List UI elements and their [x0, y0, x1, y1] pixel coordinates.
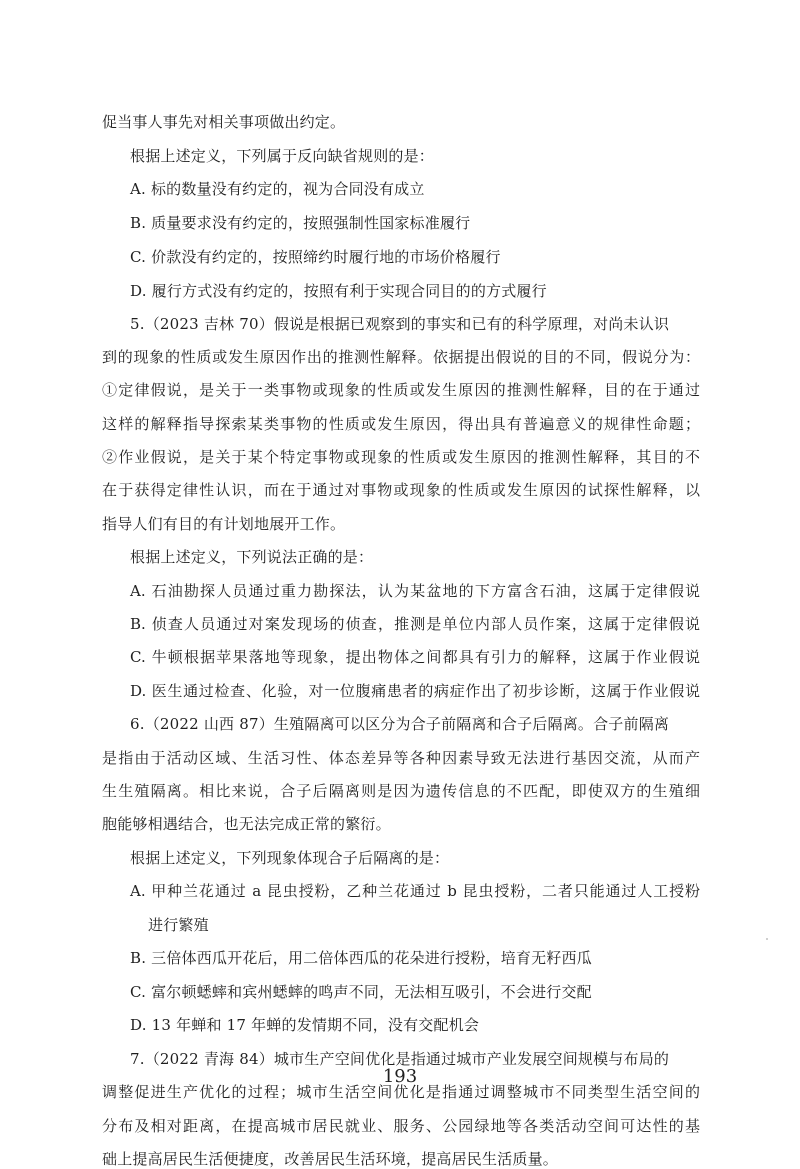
question-7-line: 础上提高居民生活便捷度，改善居民生活环境，提高居民生活质量。: [102, 1150, 559, 1168]
option-a-continued: 进行繁殖: [148, 916, 209, 934]
question-6-line: 6.（2022 山西 87）生殖隔离可以区分为合子前隔离和合子后隔离。合子前隔离: [130, 715, 670, 733]
question-7-line: 调整促进生产优化的过程；城市生活空间优化是指通过调整城市不同类型生活空间的: [102, 1083, 700, 1101]
question-5-line: 指导人们有目的有计划地展开工作。: [102, 515, 346, 533]
option-b: B. 侦查人员通过对案发现场的侦查，推测是单位内部人员作案，这属于定律假说: [130, 615, 700, 633]
question-6-line: 生生殖隔离。相比来说，合子后隔离则是因为遗传信息的不匹配，即使双方的生殖细: [102, 782, 700, 800]
option-c: C. 富尔顿蟋蟀和宾州蟋蟀的鸣声不同，无法相互吸引，不会进行交配: [130, 983, 592, 1001]
question-5-line: ②作业假说，是关于某个特定事物或现象的性质或发生原因的推测性解释，其目的不: [102, 448, 700, 466]
question-5-line: ①定律假说，是关于一类事物或现象的性质或发生原因的推测性解释，目的在于通过: [102, 381, 700, 399]
question-7-line: 7.（2022 青海 84）城市生产空间优化是指通过城市产业发展空间规模与布局的: [130, 1050, 670, 1068]
option-b: B. 三倍体西瓜开花后，用二倍体西瓜的花朵进行授粉，培育无籽西瓜: [130, 949, 592, 967]
option-a: A. 石油勘探人员通过重力勘探法，认为某盆地的下方富含石油，这属于定律假说: [130, 582, 700, 600]
option-c: C. 牛顿根据苹果落地等现象，提出物体之间都具有引力的解释，这属于作业假说: [130, 648, 700, 666]
question-6-line: 胞能够相遇结合，也无法完成正常的繁衍。: [102, 815, 391, 833]
page-number: 193: [382, 1066, 418, 1087]
question-prompt: 根据上述定义，下列属于反向缺省规则的是：: [130, 147, 435, 165]
option-d: D. 13 年蝉和 17 年蝉的发情期不同，没有交配机会: [130, 1016, 480, 1034]
question-7-line: 分布及相对距离，在提高城市居民就业、服务、公园绿地等各类活动空间可达性的基: [102, 1117, 700, 1135]
question-5-line: 这样的解释指导探索某类事物的性质或发生原因，得出具有普遍意义的规律性命题；: [102, 415, 700, 433]
question-prompt: 根据上述定义，下列现象体现合子后隔离的是：: [130, 849, 450, 867]
option-d: D. 医生通过检查、化验，对一位腹痛患者的病症作出了初步诊断，这属于作业假说: [130, 682, 700, 700]
question-5-line: 5.（2023 吉林 70）假说是根据已观察到的事实和已有的科学原理，对尚未认识: [130, 315, 670, 333]
option-d: D. 履行方式没有约定的，按照有利于实现合同目的的方式履行: [130, 282, 547, 300]
question-5-line: 在于获得定律性认识，而在于通过对事物或现象的性质或发生原因的试探性解释，以: [102, 481, 700, 499]
question-5-line: 到的现象的性质或发生原因作出的推测性解释。依据提出假说的目的不同，假说分为：: [102, 348, 700, 366]
option-c: C. 价款没有约定的，按照缔约时履行地的市场价格履行: [130, 248, 501, 266]
scan-speck: [766, 938, 768, 940]
option-b: B. 质量要求没有约定的，按照强制性国家标准履行: [130, 214, 471, 232]
option-a: A. 标的数量没有约定的，视为合同没有成立: [130, 180, 425, 198]
option-a: A. 甲种兰花通过 a 昆虫授粉，乙种兰花通过 b 昆虫授粉，二者只能通过人工授粉: [130, 882, 700, 900]
text-line: 促当事人事先对相关事项做出约定。: [102, 113, 346, 131]
question-6-line: 是指由于活动区域、生活习性、体态差异等各种因素导致无法进行基因交流，从而产: [102, 749, 700, 767]
question-prompt: 根据上述定义，下列说法正确的是：: [130, 548, 374, 566]
